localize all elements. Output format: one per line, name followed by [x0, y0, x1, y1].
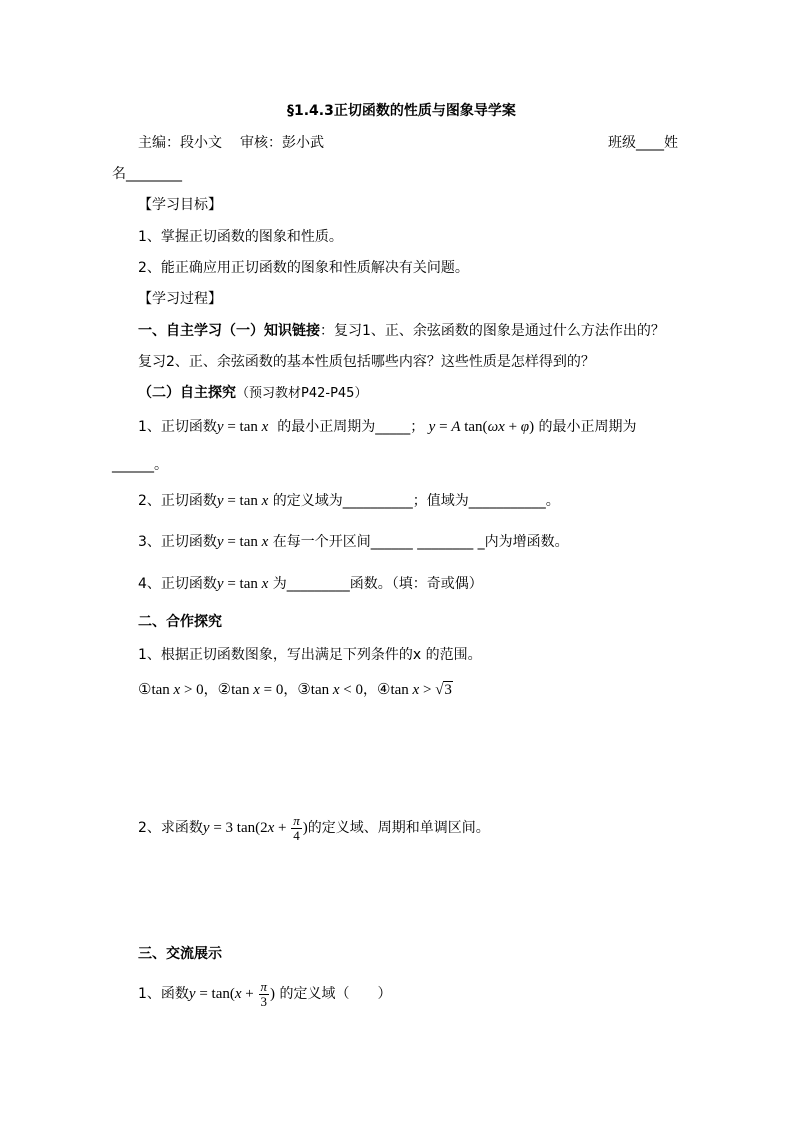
formula-ex1: y = tan(x + $\frac{\pi}{3}$ ): [188, 979, 276, 1009]
q4-prefix: 4、正切函数: [138, 576, 217, 592]
self-study-line: [138, 321, 665, 341]
process-header: 【学习过程】: [138, 291, 222, 307]
formula-coop2: y = 3 tan(2x + $\frac{\pi}{4}$ ): [202, 813, 308, 843]
editor-label: 主编：段小文: [138, 135, 222, 151]
question-1: [138, 417, 637, 437]
formula-tan: y = tan x: [216, 576, 269, 592]
coop1-conditions: ①tan x > 0，②tan x = 0，③tan x < 0，④tan x > √3: [138, 682, 452, 698]
coop-1: 1、根据正切函数图象，写出满足下列条件的x 的范围。: [138, 647, 482, 663]
question-2: [138, 491, 560, 511]
objective-2: 2、能正确应用正切函数的图象和性质解决有关问题。: [138, 260, 469, 276]
class-label: 班级____姓: [608, 135, 678, 151]
q3-suffix: 在每一个开区间______ ________ _内为增函数。: [272, 534, 569, 550]
condition-1: ①tan x > 0: [138, 682, 204, 698]
part3-heading: 三、交流展示: [138, 946, 222, 962]
condition-4: ④tan x > √3: [377, 682, 452, 698]
coop2-prefix: 2、求函数: [138, 819, 203, 836]
explore-line: [138, 383, 367, 404]
q2-prefix: 2、正切函数: [138, 493, 217, 509]
objective-1: 1、掌握正切函数的图象和性质。: [138, 229, 343, 245]
fraction-pi-3: $\frac{\pi}{3}$: [260, 979, 268, 1009]
q3-prefix: 3、正切函数: [138, 534, 217, 550]
formula-tan: y = tan x: [216, 534, 269, 550]
coop-2: [138, 814, 490, 843]
fraction-pi-4: $\frac{\pi}{4}$: [293, 813, 300, 843]
formula-tan: y = tan x: [216, 419, 269, 435]
q1-prefix: 1、正切函数: [138, 419, 217, 435]
objectives-header: 【学习目标】: [138, 197, 222, 213]
q1-mid: 的最小正周期为_____；: [277, 419, 425, 435]
q2-suffix: 的定义域为__________；值域为___________。: [272, 493, 560, 509]
q4-suffix: 为_________函数。（填：奇或偶）: [272, 576, 483, 592]
q1-suffix: 的最小正周期为: [538, 419, 637, 435]
name-label: 名________: [112, 166, 182, 182]
part2-heading: 二、合作探究: [138, 614, 222, 630]
part1-heading: 一、自主学习（一）知识链接: [138, 323, 320, 339]
ex1-prefix: 1、函数: [138, 985, 189, 1002]
formula-tan: y = tan x: [216, 493, 269, 509]
formula-general-tan: y = A tan(ωx + φ): [428, 419, 535, 435]
page-title: §1.4.3正切函数的性质与图象导学案: [287, 103, 516, 119]
sqrt-symbol: √3: [435, 682, 452, 698]
question-4: [138, 574, 483, 594]
condition-2: ②tan x = 0: [217, 682, 284, 698]
reviewer-label: 审核：彭小武: [240, 135, 324, 151]
ex1-suffix: 的定义域（ ）: [279, 985, 392, 1002]
question-3: [138, 532, 569, 552]
condition-3: ③tan x < 0: [297, 682, 364, 698]
review-2: 复习2、正、余弦函数的基本性质包括哪些内容？这些性质是怎样得到的？: [138, 354, 595, 370]
exercise-1: [138, 980, 391, 1009]
review1-text: ：复习1、正、余弦函数的图象是通过什么方法作出的？: [320, 323, 665, 339]
explore-note: （预习教材P42-P45）: [236, 386, 368, 401]
q1-blank: ______。: [112, 457, 168, 473]
coop2-suffix: 的定义域、周期和单调区间。: [307, 819, 490, 836]
explore-heading: （二）自主探究: [138, 385, 236, 401]
